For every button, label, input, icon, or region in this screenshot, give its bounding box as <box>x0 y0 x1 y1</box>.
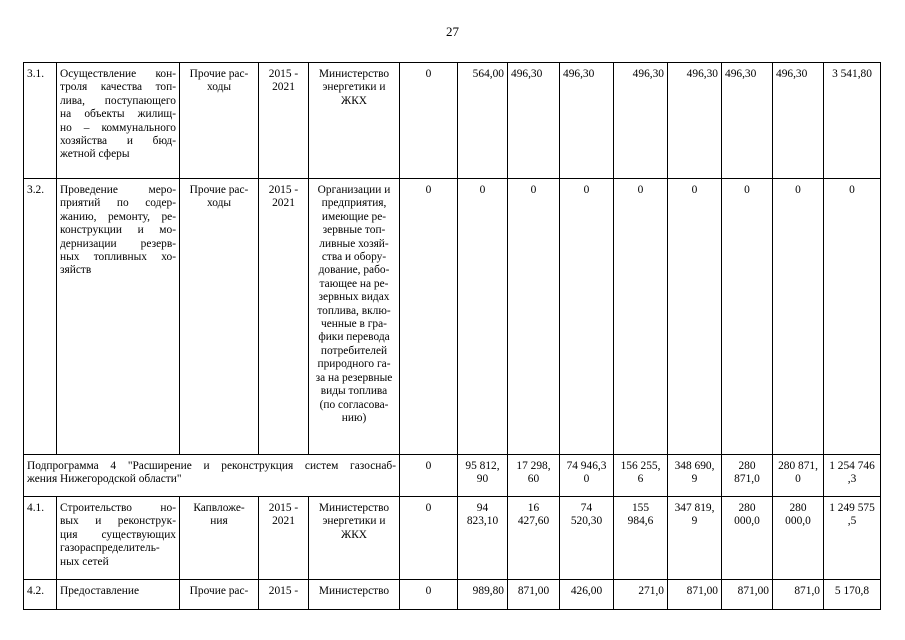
program-table <box>23 62 881 610</box>
cell-line: вых и реконструк- <box>60 515 176 528</box>
value-cell <box>668 497 722 580</box>
cell-line: ства и обору- <box>321 251 387 264</box>
cell-line: ходы <box>206 81 232 94</box>
cell-line: Прочие рас- <box>189 585 249 597</box>
cell-line: 426,00 <box>570 585 603 597</box>
cell-line: жанию, ремонту, ре- <box>60 210 176 223</box>
value-cell <box>560 455 614 497</box>
cell-line: 989,80 <box>472 585 504 597</box>
value-cell <box>773 455 824 497</box>
cell-line: 0 <box>583 184 590 196</box>
cell-line: 280 <box>738 460 756 472</box>
cell-line: Подпрограмма 4 "Расширение и реконструкция систем газоснаб- <box>27 460 396 472</box>
period <box>259 179 309 455</box>
value-cell <box>614 63 668 179</box>
value-cell <box>614 580 668 610</box>
value-cell <box>773 580 824 610</box>
cell-line: ния <box>210 515 228 528</box>
cell-line: 1 254 746 <box>829 460 875 472</box>
cell-line: дование, рабо- <box>318 264 390 277</box>
value-cell <box>614 455 668 497</box>
cell-line: 2015 - <box>268 68 299 80</box>
value-cell <box>668 179 722 455</box>
cell-line: энергетики и <box>322 81 386 94</box>
cell-line: 74 <box>580 502 593 514</box>
executor <box>309 63 400 179</box>
measure-name <box>57 580 180 610</box>
cell-line: 520,30 <box>570 515 603 528</box>
value-cell <box>458 455 508 497</box>
cell-line: 871,00 <box>517 585 550 597</box>
cell-line: Министерство <box>318 585 390 597</box>
cell-line: ЖКХ <box>340 528 368 541</box>
cell-line: Организации и <box>317 184 391 196</box>
total-cell <box>824 179 881 455</box>
cell-line: имеющие ре- <box>321 210 387 223</box>
cell-line: Капвложе- <box>193 502 245 514</box>
cell-line: потребителей <box>320 344 388 357</box>
cell-line: 280 871, <box>778 460 818 472</box>
period <box>259 580 309 610</box>
cell-line: 0 <box>849 184 855 196</box>
page-number: 27 <box>446 24 459 39</box>
cell-line: 5 170,8 <box>834 585 870 597</box>
cell-line: 496,30 <box>563 68 595 80</box>
cell-line: 2021 <box>272 515 295 528</box>
cell-line: 347 819, <box>674 502 715 514</box>
row-number: 3.2. <box>24 179 57 455</box>
cell-line: природного га- <box>317 358 391 371</box>
cell-line: Предоставление <box>60 585 140 597</box>
value-cell <box>508 455 560 497</box>
cell-line: 2015 - <box>268 184 299 196</box>
cell-line: ных топливных хо- <box>60 251 176 264</box>
value-cell <box>722 497 773 580</box>
cell-line: ,3 <box>847 473 857 486</box>
row-number: 4.1. <box>24 497 57 580</box>
cell-line: 74 946,3 <box>566 460 607 472</box>
executor <box>309 179 400 455</box>
value-cell <box>773 497 824 580</box>
value-cell <box>508 179 560 455</box>
value-cell <box>458 580 508 610</box>
total-cell <box>824 580 881 610</box>
cell-line: 280 <box>738 502 756 514</box>
cell-line: 1 249 575 <box>829 502 875 514</box>
cell-line: 984,6 <box>627 515 654 528</box>
cell-line: 3 541,80 <box>832 68 872 80</box>
cell-line: 496,30 <box>632 68 664 80</box>
cell-line: ,5 <box>847 515 857 528</box>
cell-line: 871,00 <box>686 585 718 597</box>
cell-line: Прочие рас- <box>189 184 249 196</box>
cell-line: зервные топ- <box>322 224 386 237</box>
cell-line: 280 <box>789 502 807 514</box>
cell-line: 0 <box>479 184 486 196</box>
cell-line: 6 <box>637 473 644 486</box>
cell-line: Проведение меро- <box>60 184 176 196</box>
cell-line: Строительство но- <box>60 502 176 514</box>
cell-line: энергетики и <box>322 515 386 528</box>
cell-line: 2015 - <box>268 502 299 514</box>
cell-line: 0 <box>691 184 698 196</box>
cell-line: 000,0 <box>785 515 811 528</box>
cell-line: зяйств <box>60 264 92 277</box>
cell-line: 9 <box>691 515 698 528</box>
value-cell: 0 <box>400 179 458 455</box>
cell-line: 2021 <box>272 81 295 94</box>
value-cell <box>560 580 614 610</box>
cell-line: 871,0 <box>794 585 820 597</box>
cell-line: Прочие рас- <box>189 68 249 80</box>
cell-line: 0 <box>637 184 644 196</box>
funding-source <box>180 497 259 580</box>
value-cell: 0 <box>400 497 458 580</box>
period <box>259 63 309 179</box>
cell-line: 0 <box>530 184 537 196</box>
cell-line: 496,30 <box>686 68 718 80</box>
funding-source <box>180 63 259 179</box>
funding-source <box>180 179 259 455</box>
cell-line: ливные хозяй- <box>319 237 389 250</box>
value-cell <box>458 497 508 580</box>
cell-line: газораспределитель- <box>60 542 160 555</box>
cell-line: ных сетей <box>60 555 109 568</box>
cell-line: ция существующих <box>60 528 176 541</box>
cell-line: 823,10 <box>466 515 499 528</box>
row-number: 3.1. <box>24 63 57 179</box>
value-cell <box>458 179 508 455</box>
measure-name <box>57 63 180 179</box>
measure-name <box>57 179 180 455</box>
value-cell <box>722 63 773 179</box>
cell-line: Министерство <box>318 502 390 514</box>
cell-line: тающее на ре- <box>319 277 389 290</box>
cell-line: 9 <box>691 473 698 486</box>
value-cell <box>668 455 722 497</box>
value-cell <box>508 63 560 179</box>
cell-line: 000,0 <box>734 515 760 528</box>
period <box>259 497 309 580</box>
cell-line: приятий по содер- <box>60 197 176 210</box>
cell-line: 17 298, <box>516 460 551 472</box>
cell-line: 2021 <box>272 197 295 210</box>
value-cell <box>508 580 560 610</box>
value-cell <box>722 179 773 455</box>
cell-line: 60 <box>527 473 540 486</box>
row-number: 4.2. <box>24 580 57 610</box>
executor <box>309 497 400 580</box>
cell-line: 155 <box>631 502 650 514</box>
cell-line: жетной сферы <box>60 148 130 161</box>
cell-line: ходы <box>206 197 232 210</box>
cell-line: нию) <box>341 411 367 424</box>
cell-line: дернизации резерв- <box>60 237 176 250</box>
cell-line: виды топлива <box>320 385 388 398</box>
cell-line: 0 <box>583 473 590 486</box>
cell-line: жения Нижегородской области" <box>27 473 182 486</box>
cell-line: 871,0 <box>734 473 760 486</box>
value-cell <box>560 179 614 455</box>
cell-line: на объекты жилищ- <box>60 108 176 121</box>
executor <box>309 580 400 610</box>
cell-line: 0 <box>744 184 750 196</box>
value-cell <box>773 179 824 455</box>
cell-line: лива, поступающего <box>60 94 176 107</box>
cell-line: зервных видах <box>318 291 390 304</box>
cell-line: 427,60 <box>517 515 550 528</box>
subprogram-row <box>24 455 881 497</box>
cell-line: 348 690, <box>674 460 715 472</box>
value-cell <box>458 63 508 179</box>
value-cell <box>668 580 722 610</box>
value-cell: 0 <box>400 580 458 610</box>
total-cell <box>824 63 881 179</box>
value-cell <box>560 497 614 580</box>
cell-line: 2015 - <box>268 585 299 597</box>
table-row <box>24 580 881 610</box>
cell-line: ченные в гра- <box>321 318 387 331</box>
cell-line: фики перевода <box>318 331 390 344</box>
value-cell: 0 <box>400 63 458 179</box>
value-cell <box>508 497 560 580</box>
cell-line: 90 <box>476 473 489 486</box>
cell-line: 95 812, <box>465 460 500 472</box>
cell-line: за на резервные <box>315 371 393 384</box>
cell-line: 496,30 <box>776 68 808 80</box>
table-row <box>24 63 881 179</box>
cell-line: 94 <box>476 502 489 514</box>
value-cell <box>614 179 668 455</box>
value-cell <box>614 497 668 580</box>
cell-line: троля качества топ- <box>60 81 176 94</box>
table-row <box>24 497 881 580</box>
cell-line: ЖКХ <box>340 94 368 107</box>
total-cell <box>824 497 881 580</box>
table-row <box>24 179 881 455</box>
cell-line: 0 <box>795 473 801 486</box>
subprogram-title <box>24 455 400 497</box>
funding-source <box>180 580 259 610</box>
value-cell <box>668 63 722 179</box>
cell-line: хозяйства и бюд- <box>60 135 176 148</box>
value-cell <box>722 455 773 497</box>
measure-name <box>57 497 180 580</box>
cell-line: 156 255, <box>620 460 661 472</box>
cell-line: топлива, вклю- <box>317 304 391 317</box>
cell-line: предприятия, <box>321 197 387 210</box>
value-cell <box>560 63 614 179</box>
value-cell <box>722 580 773 610</box>
cell-line: Осуществление кон- <box>60 68 176 80</box>
value-cell <box>773 63 824 179</box>
cell-line: конструкции и мо- <box>60 224 176 237</box>
cell-line: 871,00 <box>737 585 769 597</box>
cell-line: (по согласова- <box>319 398 389 411</box>
cell-line: 496,30 <box>725 68 757 80</box>
cell-line: 271,0 <box>638 585 664 597</box>
cell-line: но – коммунального <box>60 121 176 134</box>
cell-line: 0 <box>795 184 801 196</box>
cell-line: 564,00 <box>472 68 504 80</box>
cell-line: 16 <box>527 502 540 514</box>
cell-line: Министерство <box>318 68 390 80</box>
value-cell: 0 <box>400 455 458 497</box>
total-cell <box>824 455 881 497</box>
cell-line: 496,30 <box>511 68 543 80</box>
